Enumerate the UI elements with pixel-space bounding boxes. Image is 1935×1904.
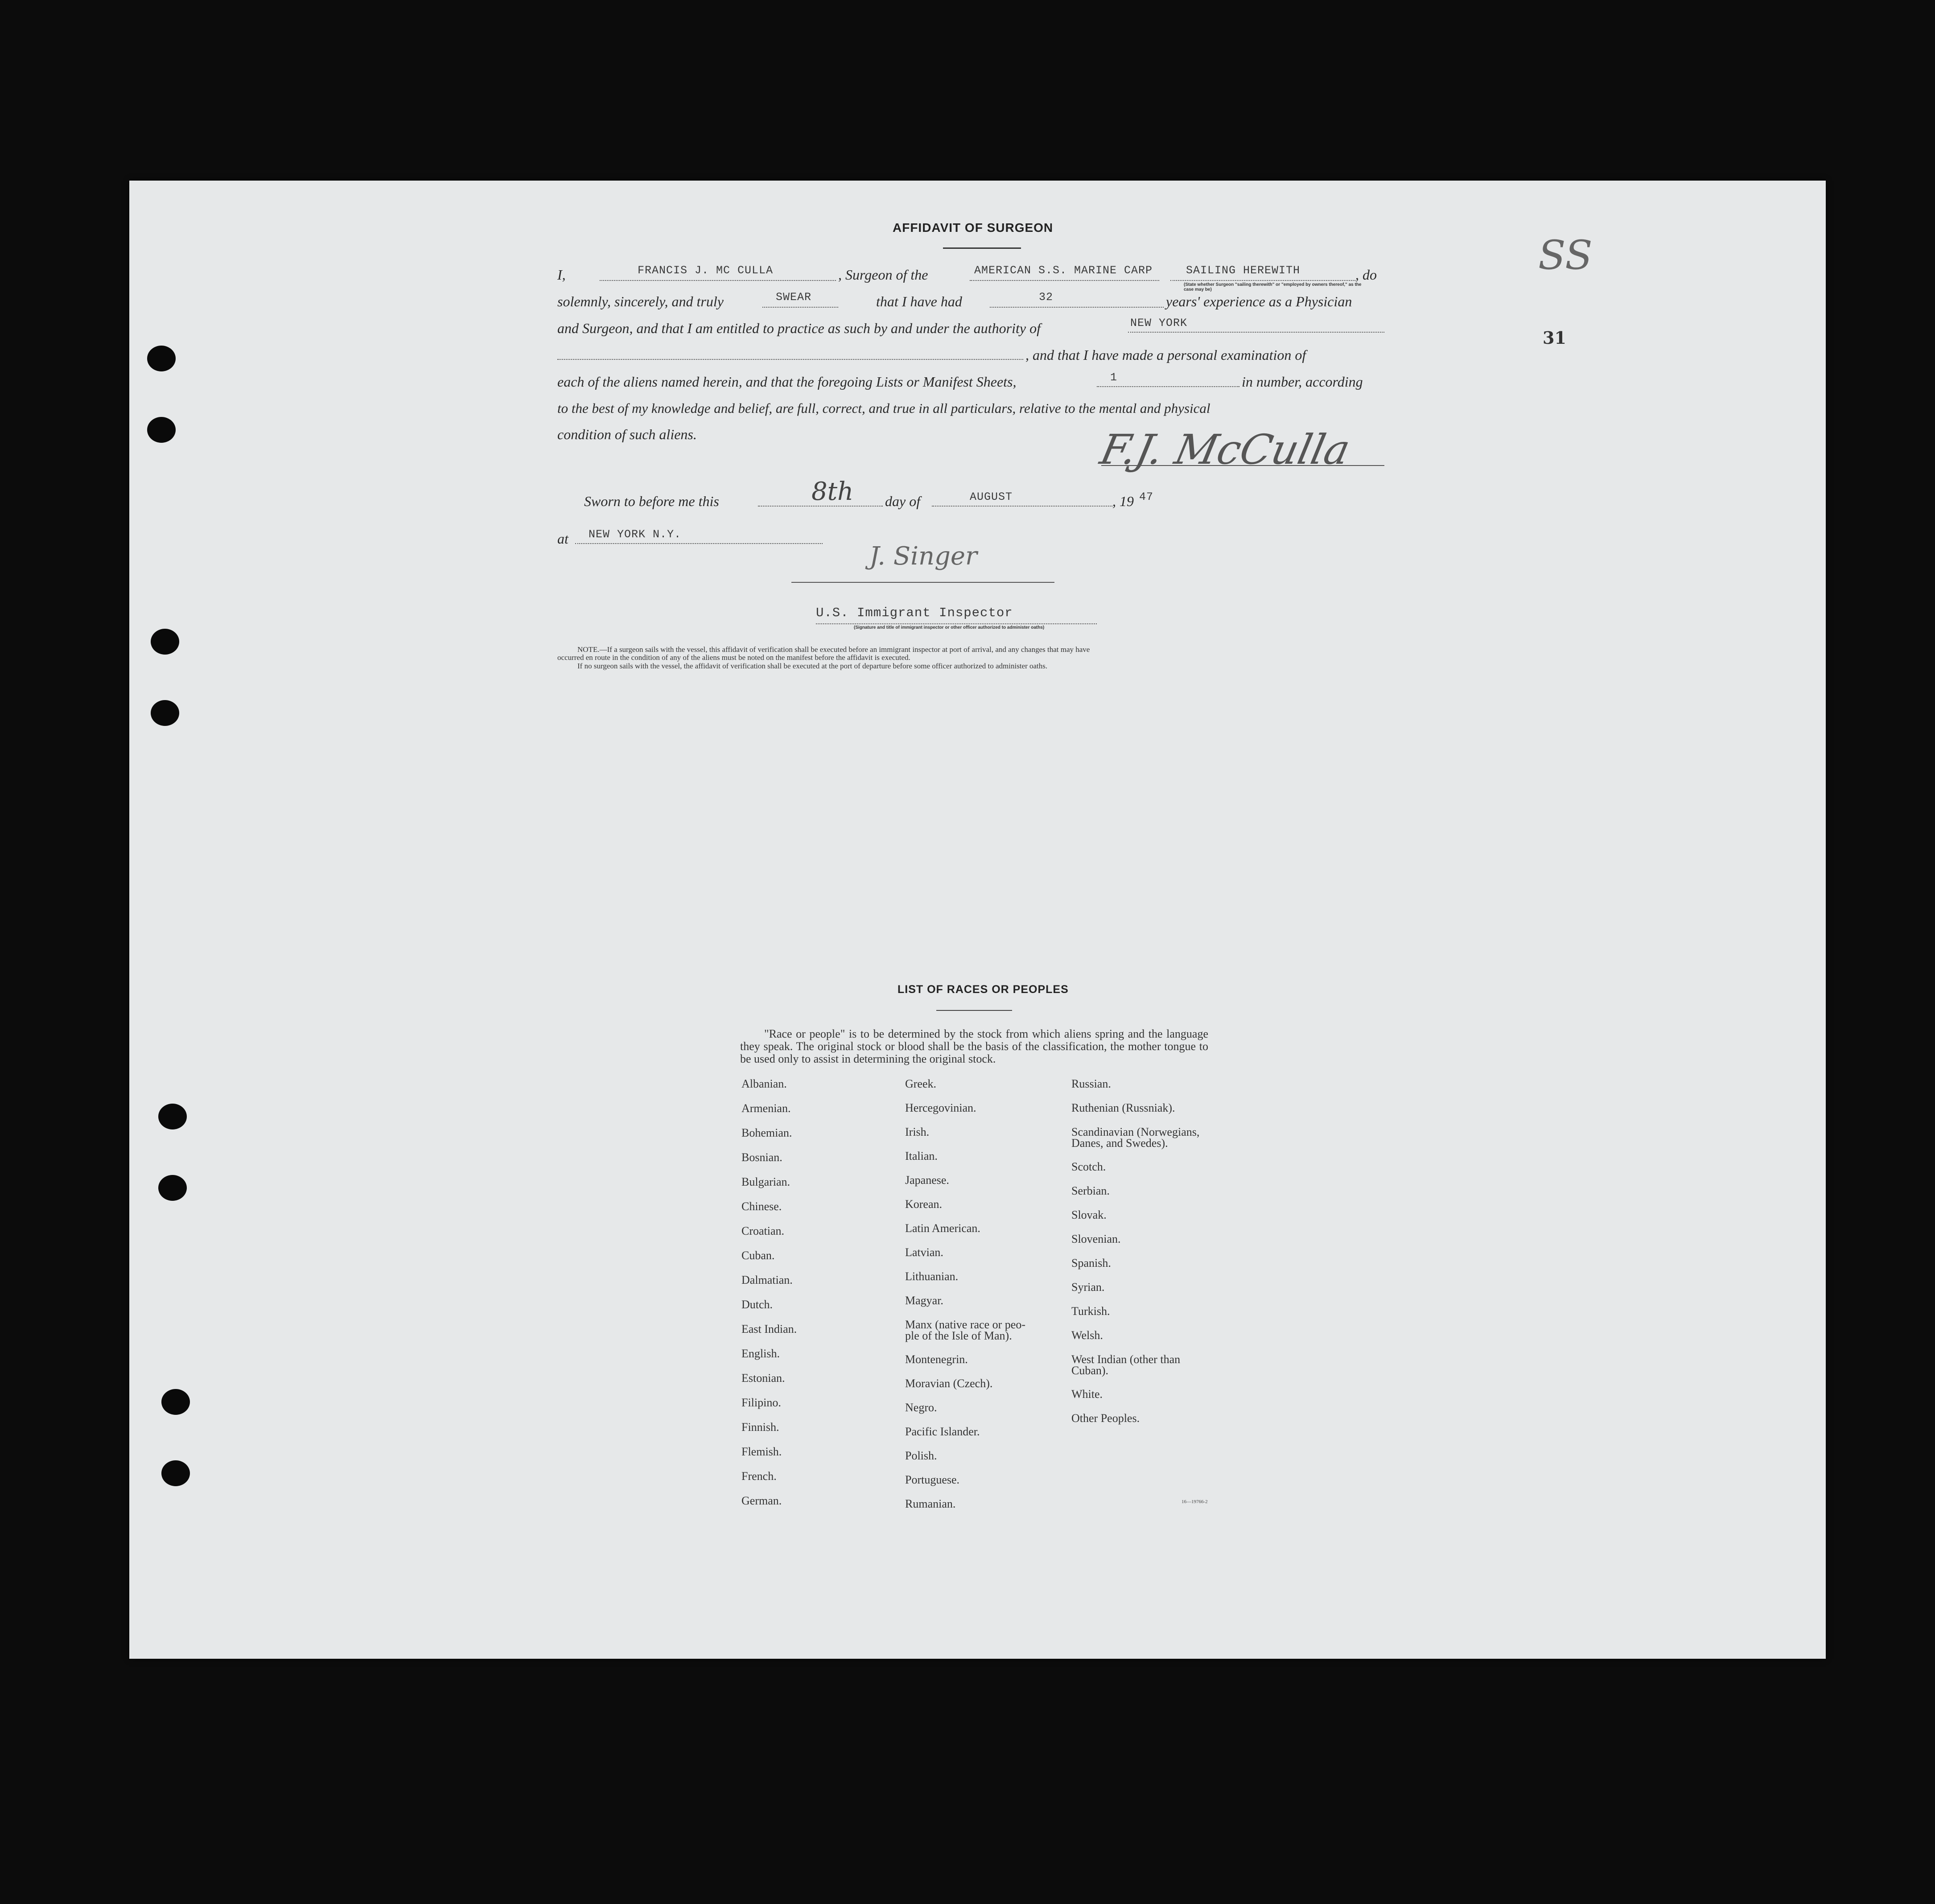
race-entry: Cuban. bbox=[741, 1249, 775, 1262]
races-column-2 bbox=[905, 1078, 1025, 1522]
race-entry: Manx (native race or peo- ple of the Isle of Man). bbox=[905, 1318, 1025, 1342]
inspector-title-line bbox=[816, 623, 1097, 624]
race-entry: Scandinavian (Norwegians, Danes, and Swedes). bbox=[1071, 1125, 1200, 1150]
races-column-3 bbox=[1071, 1078, 1199, 1437]
race-entry: Italian. bbox=[905, 1150, 938, 1162]
oath-word: SWEAR bbox=[776, 291, 812, 304]
race-entry: Syrian. bbox=[1071, 1281, 1105, 1294]
note-line-2: occurred en route in the condition of any of the aliens must be noted on the manifest before the affidavit is executed. bbox=[557, 653, 910, 662]
race-entry: German. bbox=[741, 1494, 782, 1507]
race-entry: Lithuanian. bbox=[905, 1270, 959, 1283]
surgeon-name: FRANCIS J. MC CULLA bbox=[638, 264, 774, 277]
oath-line bbox=[762, 307, 838, 308]
at-place: NEW YORK N.Y. bbox=[589, 528, 682, 541]
line6-text: to the best of my knowledge and belief, are full, correct, and true in all particulars, relative to the mental and physical bbox=[557, 400, 1210, 416]
race-entry: Welsh. bbox=[1071, 1329, 1103, 1342]
line1-i: I, bbox=[557, 267, 566, 283]
race-entry: Chinese. bbox=[741, 1200, 782, 1213]
races-intro: "Race or people" is to be determined by the stock from which aliens spring and the language they speak. The original stock or blood shall be the basis of the classification, the mother tongue to be used only to assist in determining the original stock. bbox=[740, 1027, 1208, 1065]
race-entry: Japanese. bbox=[905, 1174, 949, 1187]
line7-text: condition of such aliens. bbox=[557, 426, 697, 442]
punch-hole bbox=[158, 1175, 187, 1201]
race-entry: Slovenian. bbox=[1071, 1232, 1121, 1245]
race-entry: Montenegrin. bbox=[905, 1353, 968, 1366]
races-column-1 bbox=[741, 1078, 797, 1520]
race-entry: Dalmatian. bbox=[741, 1273, 793, 1286]
race-entry: White. bbox=[1071, 1388, 1103, 1401]
inspector-title: U.S. Immigrant Inspector bbox=[816, 606, 1013, 620]
race-entry: Moravian (Czech). bbox=[905, 1377, 993, 1390]
race-entry: French. bbox=[741, 1470, 777, 1483]
vessel-line bbox=[970, 280, 1159, 281]
inspector-signature-rule bbox=[791, 582, 1054, 583]
punch-hole bbox=[151, 700, 179, 726]
race-entry: Other Peoples. bbox=[1071, 1412, 1140, 1425]
race-entry: Estonian. bbox=[741, 1372, 785, 1385]
race-entry: Portuguese. bbox=[905, 1473, 960, 1486]
race-entry: Dutch. bbox=[741, 1298, 773, 1311]
race-entry: East Indian. bbox=[741, 1323, 797, 1335]
punch-hole bbox=[151, 629, 179, 655]
form-number: 16—19766-2 bbox=[1182, 1499, 1208, 1504]
line3-text: and Surgeon, and that I am entitled to practice as such by and under the authority of bbox=[557, 320, 1041, 336]
line2-text-a: solemnly, sincerely, and truly bbox=[557, 293, 724, 309]
punch-hole bbox=[161, 1460, 190, 1486]
surgeon-name-line bbox=[600, 280, 836, 281]
race-entry: Turkish. bbox=[1071, 1305, 1110, 1318]
races-title: LIST OF RACES OR PEOPLES bbox=[898, 983, 1069, 996]
line1-do: , do bbox=[1355, 267, 1377, 283]
race-entry: Albanian. bbox=[741, 1077, 787, 1090]
note-line-3: If no surgeon sails with the vessel, the affidavit of verification shall be executed at the port of departure before some officer authorized to administer oaths. bbox=[577, 662, 1048, 670]
race-entry: Latin American. bbox=[905, 1222, 980, 1235]
race-entry: Finnish. bbox=[741, 1421, 779, 1434]
race-entry: Greek. bbox=[905, 1077, 937, 1090]
race-entry: Bosnian. bbox=[741, 1151, 782, 1164]
sworn-text-a: Sworn to before me this bbox=[584, 493, 719, 509]
race-entry: Spanish. bbox=[1071, 1257, 1111, 1269]
authority-value: NEW YORK bbox=[1130, 317, 1188, 330]
inspector-hint: (Signature and title of immigrant inspector or other officer authorized to administer oaths) bbox=[854, 625, 1045, 630]
race-entry: English. bbox=[741, 1347, 780, 1360]
line4-blank bbox=[557, 359, 1023, 360]
race-entry: Croatian. bbox=[741, 1224, 785, 1237]
sworn-month: AUGUST bbox=[970, 490, 1013, 503]
race-entry: Negro. bbox=[905, 1401, 937, 1414]
sworn-month-line bbox=[932, 506, 1112, 507]
race-entry: Slovak. bbox=[1071, 1208, 1107, 1221]
punch-hole bbox=[147, 346, 176, 371]
race-entry: Magyar. bbox=[905, 1294, 943, 1307]
affidavit-title: AFFIDAVIT OF SURGEON bbox=[893, 221, 1054, 235]
punch-hole bbox=[161, 1389, 190, 1415]
sheets-value: 1 bbox=[1110, 371, 1118, 384]
sheets-line bbox=[1097, 386, 1239, 387]
margin-initials: SS bbox=[1538, 232, 1593, 279]
line4-text: , and that I have made a personal examination of bbox=[1025, 347, 1306, 363]
surgeon-signature-rule bbox=[1101, 465, 1384, 466]
page-number: 31 bbox=[1543, 328, 1566, 348]
sailing-status-hint: (State whether Surgeon "sailing therewith" or "employed by owners thereof," as the case may be) bbox=[1184, 282, 1362, 292]
punch-hole bbox=[158, 1104, 187, 1129]
line1-surgeon-of-the: , Surgeon of the bbox=[838, 267, 928, 283]
note-line-1: NOTE.—If a surgeon sails with the vessel, this affidavit of verification shall be executed before an immigrant inspector at port of arrival, and any changes that may have bbox=[577, 645, 1090, 654]
race-entry: Serbian. bbox=[1071, 1184, 1110, 1197]
line2-text-b: that I have had bbox=[876, 293, 962, 309]
line5-text-a: each of the aliens named herein, and that the foregoing Lists or Manifest Sheets, bbox=[557, 374, 1017, 390]
title-rule bbox=[943, 247, 1021, 249]
line5-text-b: in number, according bbox=[1242, 374, 1363, 390]
sailing-status-line bbox=[1170, 280, 1355, 281]
at-place-line bbox=[575, 543, 823, 544]
race-entry: Flemish. bbox=[741, 1445, 782, 1458]
surgeon-signature: F.J. McCulla bbox=[1096, 426, 1354, 474]
race-entry: Korean. bbox=[905, 1198, 943, 1211]
sworn-year-suffix: 47 bbox=[1139, 490, 1154, 503]
punch-hole bbox=[147, 417, 176, 443]
race-entry: Hercegovinian. bbox=[905, 1101, 976, 1114]
authority-line bbox=[1128, 332, 1384, 333]
race-entry: Bohemian. bbox=[741, 1126, 792, 1139]
sailing-status: SAILING HEREWITH bbox=[1186, 264, 1301, 277]
race-entry: Russian. bbox=[1071, 1077, 1111, 1090]
race-entry: Rumanian. bbox=[905, 1497, 956, 1510]
sworn-text-b: day of bbox=[885, 493, 921, 509]
race-entry: Bulgarian. bbox=[741, 1175, 790, 1188]
years-value: 32 bbox=[1039, 291, 1054, 304]
race-entry: Polish. bbox=[905, 1449, 937, 1462]
race-entry: Pacific Islander. bbox=[905, 1425, 980, 1438]
vessel-name: AMERICAN S.S. MARINE CARP bbox=[974, 264, 1153, 277]
inspector-signature: J. Singer bbox=[869, 542, 977, 571]
sworn-year-prefix: , 19 bbox=[1112, 493, 1134, 509]
race-entry: Armenian. bbox=[741, 1102, 791, 1115]
sworn-day: 8th bbox=[811, 477, 854, 506]
races-title-rule bbox=[936, 1010, 1012, 1011]
race-entry: West Indian (other than Cuban). bbox=[1071, 1353, 1181, 1377]
race-entry: Scotch. bbox=[1071, 1160, 1106, 1173]
race-entry: Filipino. bbox=[741, 1396, 781, 1409]
at-label: at bbox=[557, 531, 568, 547]
race-entry: Latvian. bbox=[905, 1246, 943, 1259]
line2-text-c: years' experience as a Physician bbox=[1166, 293, 1352, 309]
race-entry: Ruthenian (Russniak). bbox=[1071, 1101, 1175, 1114]
race-entry: Irish. bbox=[905, 1125, 930, 1138]
years-line bbox=[990, 307, 1164, 308]
